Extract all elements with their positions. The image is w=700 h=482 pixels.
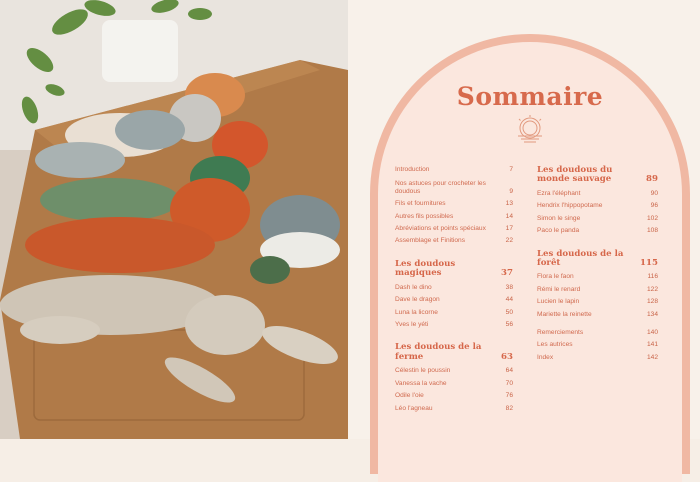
toc-entry-page: 102: [646, 214, 658, 222]
toc-entry-label: Index: [537, 353, 554, 361]
toc-entry-label: Simon le singe: [537, 214, 581, 222]
toc-entry-page: 56: [505, 320, 513, 328]
toc-entry-page: 14: [505, 212, 513, 220]
toc-entry-page: 38: [505, 283, 513, 291]
toc-entry[interactable]: [395, 213, 513, 221]
toc-entry-label: Paco le panda: [537, 227, 580, 235]
toc-entry-page: 22: [505, 237, 513, 245]
toc-section-title: Les doudous magiques: [395, 258, 456, 279]
toc-entry[interactable]: [395, 200, 513, 208]
toc-entry-page: 108: [646, 227, 658, 235]
toc-entry-label: Fils et fournitures: [395, 200, 446, 208]
toc-entry-label: Odile l'oie: [395, 392, 424, 400]
toc-section-title: Les doudous de la ferme: [395, 342, 482, 362]
toc-section-title: Les doudous du monde sauvage: [537, 165, 613, 185]
toc-entry[interactable]: [537, 202, 658, 210]
toc-entry-page: 82: [505, 404, 513, 412]
toc-entry[interactable]: [395, 225, 513, 233]
toc-entry-page: 13: [505, 200, 513, 208]
toc-entry-page: 96: [650, 202, 658, 210]
toc-entry-label: Célestin le poussin: [395, 367, 451, 375]
toc-entry-label: Nos astuces pour crocheter les doudous: [395, 179, 486, 195]
toc-entry[interactable]: [395, 380, 513, 388]
toc-entry-label: Ezra l'éléphant: [537, 189, 581, 197]
toc-entry[interactable]: [395, 296, 513, 304]
toc-entry[interactable]: [395, 321, 513, 329]
toc-entry[interactable]: [537, 273, 658, 281]
toc-entry-page: 70: [505, 379, 513, 387]
toc-page: [348, 0, 700, 439]
arch-frame: [370, 34, 690, 474]
toc-section-heading[interactable]: [537, 166, 658, 185]
toc-entry[interactable]: [395, 392, 513, 400]
toc-entry[interactable]: [537, 286, 658, 294]
doudous-photo: [0, 0, 348, 439]
toc-entry[interactable]: [537, 215, 658, 223]
toc-entry-page: 140: [646, 329, 658, 337]
toc-entry[interactable]: [395, 166, 513, 174]
toc-entry-label: Luna la licorne: [395, 308, 438, 316]
toc-entry-label: Rémi le renard: [537, 285, 581, 293]
toc-entry[interactable]: [537, 298, 658, 306]
toc-section-page: 89: [646, 174, 658, 185]
photo-illustration: [0, 0, 348, 439]
toc-entry-label: Les autrices: [537, 341, 573, 349]
toc-entry[interactable]: [537, 311, 658, 319]
toc-entry-label: Lucien le lapin: [537, 298, 580, 306]
toc-entry[interactable]: [395, 237, 513, 245]
toc-entry-label: Remerciements: [537, 329, 584, 337]
toc-section-heading[interactable]: [537, 250, 658, 269]
page-title: Sommaire: [456, 82, 604, 111]
toc-entry-page: 7: [509, 166, 513, 173]
toc-entry-label: Yves le yéti: [395, 320, 429, 328]
toc-entry-page: 44: [505, 296, 513, 304]
toc-entry-label: Abréviations et points spéciaux: [395, 225, 486, 233]
toc-entry[interactable]: [537, 227, 658, 235]
toc-entry[interactable]: [537, 354, 658, 362]
toc-section-heading[interactable]: [395, 343, 513, 362]
toc-entry-label: Vanessa la vache: [395, 379, 447, 387]
toc-entry[interactable]: [395, 367, 513, 375]
toc-entry-page: 76: [505, 392, 513, 400]
toc-section-title: Les doudous de la forêt: [537, 248, 624, 268]
toc-section-page: 37: [501, 268, 513, 279]
toc-entry-label: Dash le dino: [395, 283, 432, 291]
toc-section-page: 115: [640, 257, 658, 268]
toc-entry-label: Mariette la reinette: [537, 310, 592, 318]
toc-entry-label: Léo l'agneau: [395, 404, 433, 412]
toc-column-right: [537, 166, 658, 366]
toc-entry-page: 9: [509, 187, 513, 195]
arch-panel: [378, 42, 682, 482]
toc-entry-label: Dave le dragon: [395, 296, 440, 304]
toc-entry-page: 50: [505, 308, 513, 316]
toc-entry-label: Introduction: [395, 166, 430, 173]
toc-entry-label: Flora le faon: [537, 273, 574, 281]
toc-entry-label: Assemblage et Finitions: [395, 237, 466, 245]
toc-entry[interactable]: [395, 405, 513, 413]
toc-column-left: [395, 166, 513, 417]
toc-entry[interactable]: [395, 309, 513, 317]
toc-entry-page: 64: [505, 367, 513, 375]
toc-entry-page: 122: [646, 285, 658, 293]
toc-section-page: 63: [501, 351, 513, 362]
toc-entry-page: 142: [646, 353, 658, 361]
toc-entry[interactable]: [395, 284, 513, 292]
toc-entry[interactable]: [537, 341, 658, 349]
sun-emblem-icon: [510, 114, 550, 148]
toc-entry-page: 116: [647, 273, 658, 281]
toc-entry-label: Hendrix l'hippopotame: [537, 202, 603, 210]
toc-entry-page: 17: [505, 225, 513, 233]
toc-entry-label: Autres fils possibles: [395, 212, 454, 220]
toc-entry[interactable]: [395, 180, 513, 196]
toc-section-heading[interactable]: [395, 260, 513, 279]
toc-entry-page: 90: [650, 189, 658, 197]
toc-entry-page: 134: [646, 310, 658, 318]
toc-entry-page: 128: [646, 298, 658, 306]
toc-entry-page: 141: [646, 341, 658, 349]
toc-entry[interactable]: [537, 329, 658, 337]
toc-entry[interactable]: [537, 190, 658, 198]
